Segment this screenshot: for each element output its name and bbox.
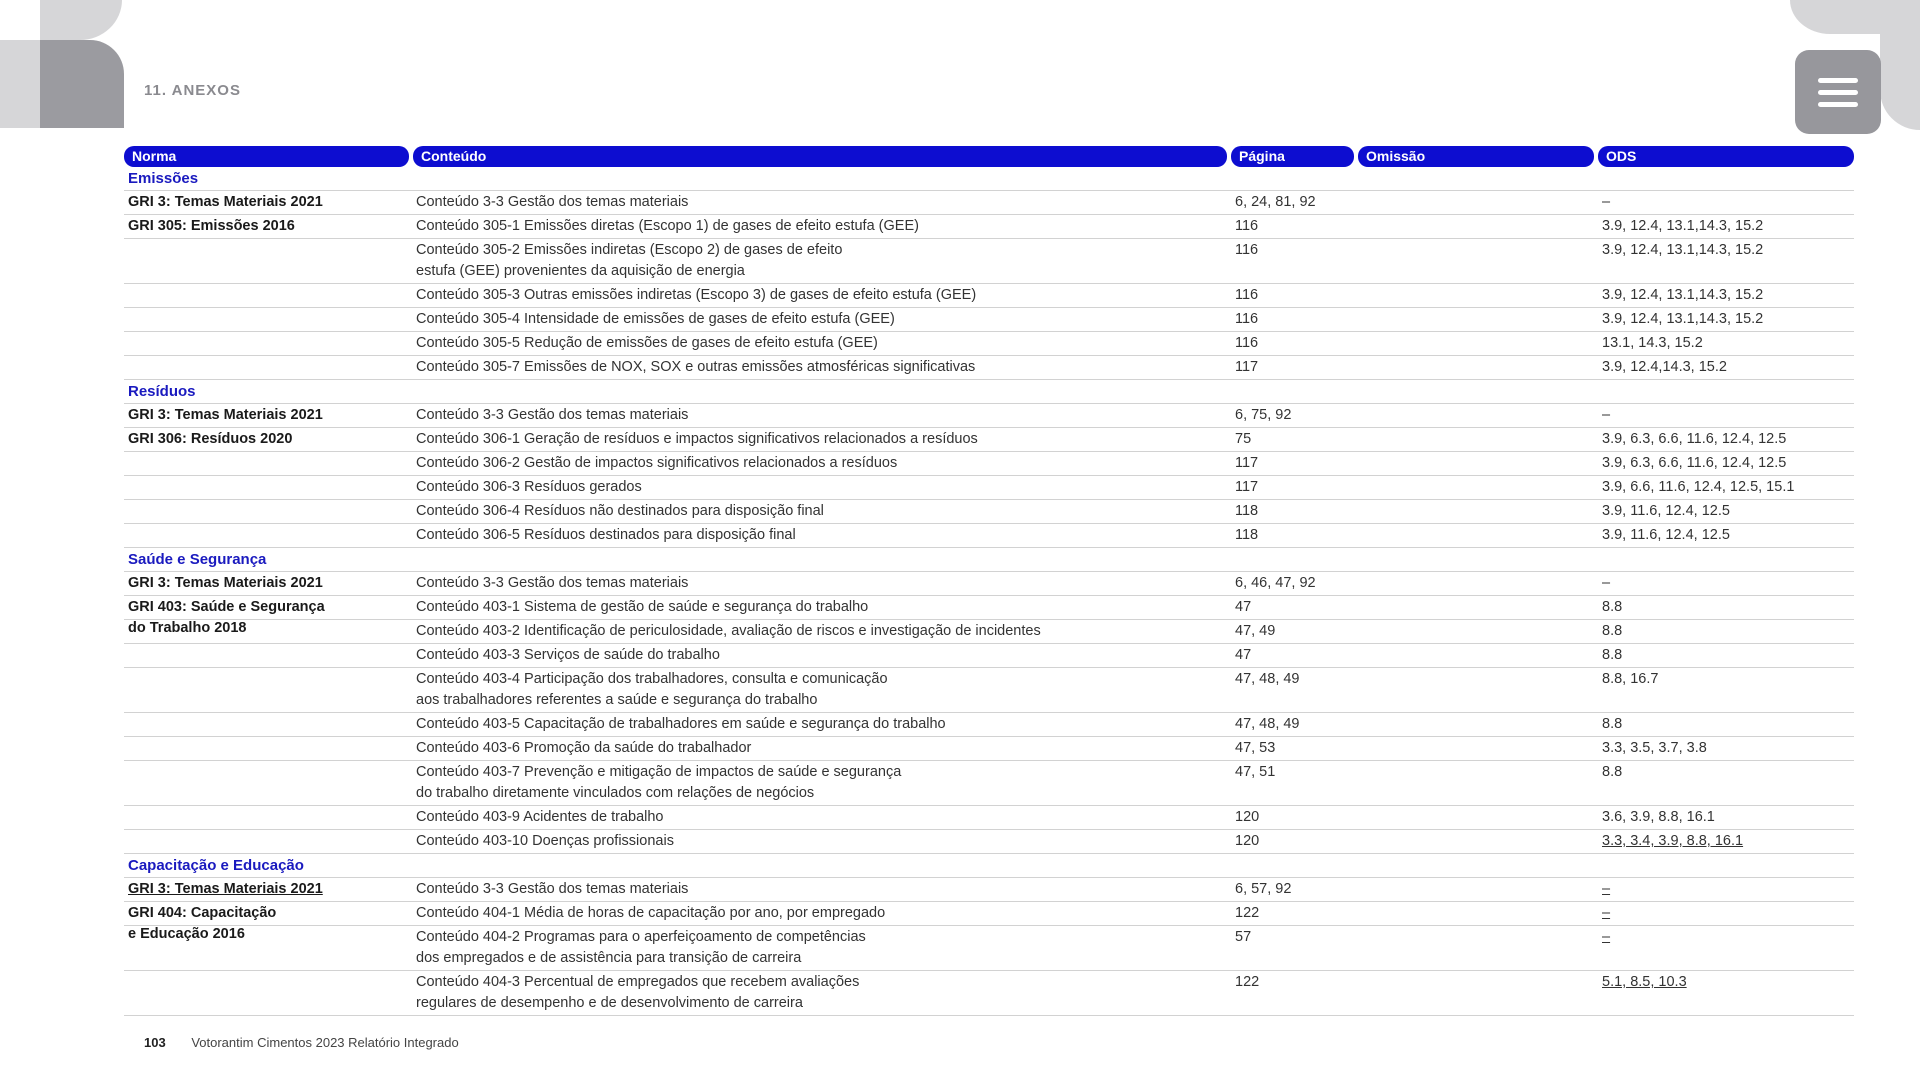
section-header: Capacitação e Educação (124, 854, 1854, 878)
table-row: Conteúdo 305-7 Emissões de NOX, SOX e outras emissões atmosféricas significativas 117 3.9, 12.4,14.3, 15.2 (124, 356, 1854, 380)
table-row: GRI 305: Emissões 2016 Conteúdo 305-1 Emissões diretas (Escopo 1) de gases de efeito estufa (GEE) 116 3.9, 12.4, 13.1,14.3, 15.2 (124, 215, 1854, 239)
table-row: Conteúdo 403-7 Prevenção e mitigação de impactos de saúde e segurança do trabalho diretamente vinculados com relações de negócios 47, 51 8.8 (124, 761, 1854, 806)
table-row: Conteúdo 305-5 Redução de emissões de gases de efeito estufa (GEE) 116 13.1, 14.3, 15.2 (124, 332, 1854, 356)
table-row: Conteúdo 403-6 Promoção da saúde do trabalhador 47, 53 3.3, 3.5, 3.7, 3.8 (124, 737, 1854, 761)
table-row: GRI 3: Temas Materiais 2021 Conteúdo 3-3 Gestão dos temas materiais 6, 46, 47, 92 – (124, 572, 1854, 596)
col-ods: ODS (1598, 146, 1854, 167)
table-row: Conteúdo 306-2 Gestão de impactos significativos relacionados a resíduos 117 3.9, 6.3, 6.6, 11.6, 12.4, 12.5 (124, 452, 1854, 476)
table-row: Conteúdo 404-3 Percentual de empregados que recebem avaliações regulares de desempenho e de desenvolvimento de carreira 122 5.1, 8.5, 10.3 (124, 971, 1854, 1016)
table-header (124, 146, 1854, 167)
table-row: Conteúdo 404-2 Programas para o aperfeiçoamento de competências dos empregados e de assistência para transição de carreira 57 – (124, 926, 1854, 971)
top-left-decoration (0, 0, 130, 130)
table-row: GRI 403: Saúde e Segurança do Trabalho 2018 Conteúdo 403-1 Sistema de gestão de saúde e segurança do trabalho 47 8.8 (124, 596, 1854, 620)
table-row: GRI 306: Resíduos 2020 Conteúdo 306-1 Geração de resíduos e impactos significativos relacionados a resíduos 75 3.9, 6.3, 6.6, 11.6, 12.4, 12.5 (124, 428, 1854, 452)
section-header: Saúde e Segurança (124, 548, 1854, 572)
page-number: 103 (144, 1035, 166, 1050)
table-row: GRI 3: Temas Materiais 2021 Conteúdo 3-3 Gestão dos temas materiais 6, 57, 92 – (124, 878, 1854, 902)
section-label: 11. ANEXOS (144, 82, 241, 99)
col-norma: Norma (124, 146, 409, 167)
table-row: Conteúdo 306-3 Resíduos gerados 117 3.9, 6.6, 11.6, 12.4, 12.5, 15.1 (124, 476, 1854, 500)
table-row: Conteúdo 403-5 Capacitação de trabalhadores em saúde e segurança do trabalho 47, 48, 49 8.8 (124, 713, 1854, 737)
table-row: Conteúdo 305-4 Intensidade de emissões de gases de efeito estufa (GEE) 116 3.9, 12.4, 13.1,14.3, 15.2 (124, 308, 1854, 332)
section-header: Emissões (124, 167, 1854, 191)
table-row: Conteúdo 306-4 Resíduos não destinados para disposição final 118 3.9, 11.6, 12.4, 12.5 (124, 500, 1854, 524)
table-row: Conteúdo 305-2 Emissões indiretas (Escopo 2) de gases de efeito estufa (GEE) provenientes da aquisição de energia 116 3.9, 12.4, 13.1,14.3, 15.2 (124, 239, 1854, 284)
table-row: GRI 3: Temas Materiais 2021 Conteúdo 3-3 Gestão dos temas materiais 6, 24, 81, 92 – (124, 191, 1854, 215)
page-footer (144, 1035, 459, 1050)
col-pagina: Página (1231, 146, 1354, 167)
menu-button[interactable] (1795, 50, 1881, 134)
table-row: Conteúdo 305-3 Outras emissões indiretas (Escopo 3) de gases de efeito estufa (GEE) 116 3.9, 12.4, 13.1,14.3, 15.2 (124, 284, 1854, 308)
table-row: Conteúdo 403-10 Doenças profissionais 120 3.3, 3.4, 3.9, 8.8, 16.1 (124, 830, 1854, 854)
gri-table (124, 146, 1854, 1016)
col-conteudo: Conteúdo (413, 146, 1227, 167)
report-title: Votorantim Cimentos 2023 Relatório Integrado (191, 1035, 459, 1050)
table-row: Conteúdo 403-4 Participação dos trabalhadores, consulta e comunicação aos trabalhadores referentes a saúde e segurança do trabalho 47, 48, 49 8.8, 16.7 (124, 668, 1854, 713)
table-row: GRI 3: Temas Materiais 2021 Conteúdo 3-3 Gestão dos temas materiais 6, 75, 92 – (124, 404, 1854, 428)
table-row: GRI 404: Capacitação e Educação 2016 Conteúdo 404-1 Média de horas de capacitação por ano, por empregado 122 – (124, 902, 1854, 926)
hamburger-icon (1818, 78, 1858, 83)
table-row: Conteúdo 403-9 Acidentes de trabalho 120 3.6, 3.9, 8.8, 16.1 (124, 806, 1854, 830)
table-row: Conteúdo 403-3 Serviços de saúde do trabalho 47 8.8 (124, 644, 1854, 668)
col-omissao: Omissão (1358, 146, 1594, 167)
table-row: Conteúdo 403-2 Identificação de periculosidade, avaliação de riscos e investigação de incidentes 47, 49 8.8 (124, 620, 1854, 644)
table-row: Conteúdo 306-5 Resíduos destinados para disposição final 118 3.9, 11.6, 12.4, 12.5 (124, 524, 1854, 548)
section-header: Resíduos (124, 380, 1854, 404)
